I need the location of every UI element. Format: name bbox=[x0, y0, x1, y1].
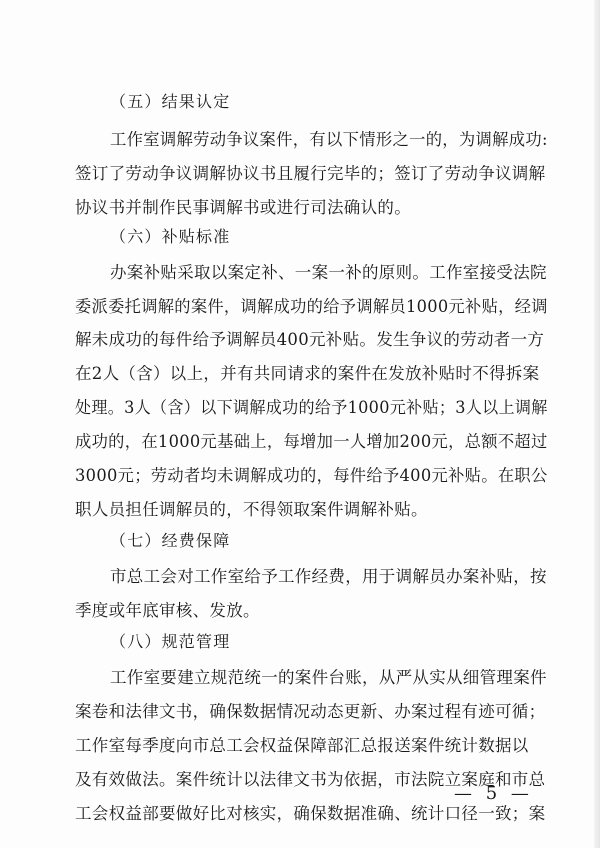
section-heading: （五）结果认定 bbox=[110, 92, 231, 111]
page-number: — 5 — bbox=[454, 783, 533, 804]
paragraph-line: 签订了劳动争议调解协议书且履行完毕的；签订了劳动争议调解 bbox=[75, 164, 546, 183]
paragraph-line: 成功的，在1000元基础上，每增加一人增加200元，总额不超过 bbox=[75, 432, 548, 451]
paragraph-line: 3000元；劳动者均未调解成功的，每件给予400元补贴。在职公 bbox=[75, 466, 548, 485]
scan-edge bbox=[594, 0, 600, 848]
paragraph-line: 市总工会对工作室给予工作经费，用于调解员办案补贴，按 bbox=[110, 567, 547, 586]
paragraph-line: 工会权益部要做好比对核实，确保数据准确、统计口径一致；案 bbox=[75, 804, 546, 823]
paragraph-line: 在2人（含）以上，并有共同请求的案件在发放补贴时不得拆案 bbox=[75, 364, 540, 383]
paragraph-line: 案卷和法律文书，确保数据情况动态更新、办案过程有迹可循； bbox=[75, 702, 546, 721]
paragraph-line: 工作室要建立规范统一的案件台账，从严从实从细管理案件 bbox=[110, 668, 547, 687]
paragraph-line: 办案补贴采取以案定补、一案一补的原则。工作室接受法院 bbox=[110, 263, 547, 282]
paragraph-line: 及有效做法。案件统计以法律文书为依据，市法院立案庭和市总 bbox=[75, 770, 546, 789]
paragraph-line: 委派委托调解的案件，调解成功的给予调解员1000元补贴，经调 bbox=[75, 297, 548, 316]
paragraph-line: 工作室调解劳动争议案件，有以下情形之一的，为调解成功: bbox=[110, 130, 548, 149]
paragraph-line: 工作室每季度向市总工会权益保障部汇总报送案件统计数据以 bbox=[75, 736, 529, 755]
paragraph-line: 处理。3人（含）以下调解成功的给予1000元补贴；3人以上调解 bbox=[75, 398, 548, 417]
section-heading: （六）补贴标准 bbox=[110, 227, 231, 246]
paragraph-line: 职人员担任调解员的，不得领取案件调解补贴。 bbox=[75, 500, 428, 519]
paragraph-line: 季度或年底审核、发放。 bbox=[75, 601, 260, 620]
paragraph-line: 解未成功的每件给予调解员400元补贴。发生争议的劳动者一方 bbox=[75, 330, 545, 349]
section-heading: （八）规范管理 bbox=[110, 632, 231, 651]
paragraph-line: 协议书并制作民事调解书或进行司法确认的。 bbox=[75, 198, 411, 217]
section-heading: （七）经费保障 bbox=[110, 531, 231, 550]
